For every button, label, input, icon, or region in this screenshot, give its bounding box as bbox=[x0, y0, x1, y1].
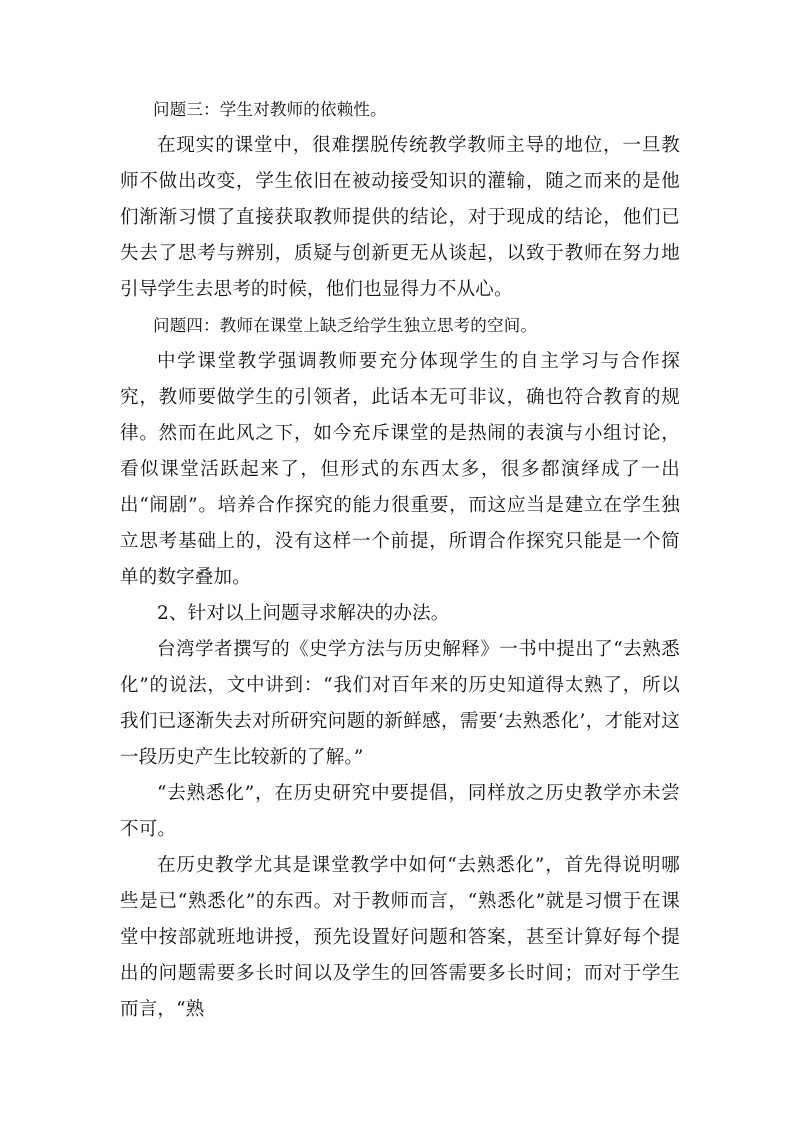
paragraph-dependence: 在现实的课堂中，很难摆脱传统教学教师主导的地位，一旦教师不做出改变，学生依旧在被动接受知识的灌输，随之而来的是他们渐渐习惯了直接获取教师提供的结论，对于现成的结论，他们已失去了思考与辨别，质疑与创新更无从谈起，以致于教师在努力地引导学生去思考的时候，他们也显得力不从心。 bbox=[120, 135, 680, 300]
document-page bbox=[120, 92, 680, 1028]
paragraph-defamiliarization-quote: 台湾学者撰写的《史学方法与历史解释》一书中提出了“去熟悉化”的说法，文中讲到：“我们对百年来的历史知道得太熟了，所以我们已逐渐失去对所研究问题的新鲜感，需要‘去熟悉化’，才能对这一段历史产生比较新的了解。” bbox=[120, 639, 680, 768]
section-heading-solutions: 2、针对以上问题寻求解决的办法。 bbox=[157, 603, 450, 624]
paragraph-independent-thinking: 中学课堂教学强调教师要充分体现学生的自主学习与合作探究，教师要做学生的引领者，此话本无可非议，确也符合教育的规律。然而在此风之下，如今充斥课堂的是热闹的表演与小组讨论，看似课堂活跃起来了，但形式的东西太多，很多都演绎成了一出出“闹剧”。培养合作探究的能力很重要，而这应当是建立在学生独立思考基础上的，没有这样一个前提，所谓合作探究只能是一个简单的数字叠加。 bbox=[120, 351, 680, 588]
question-four-heading: 问题四：教师在课堂上缺乏给学生独立思考的空间。 bbox=[153, 316, 538, 335]
paragraph-defamiliarization-teaching: “去熟悉化”，在历史研究中要提倡，同样放之历史教学亦未尝不可。 bbox=[120, 783, 680, 840]
question-three-heading: 问题三：学生对教师的依赖性。 bbox=[153, 100, 387, 119]
paragraph-familiarized-things: 在历史教学尤其是课堂教学中如何“去熟悉化”，首先得说明哪些是已“熟悉化”的东西。对于教师而言，“熟悉化”就是习惯于在课堂中按部就班地讲授，预先设置好问题和答案，甚至计算好每个提出的问题需要多长时间以及学生的回答需要多长时间；而对于学生而言，“熟 bbox=[120, 855, 680, 1020]
